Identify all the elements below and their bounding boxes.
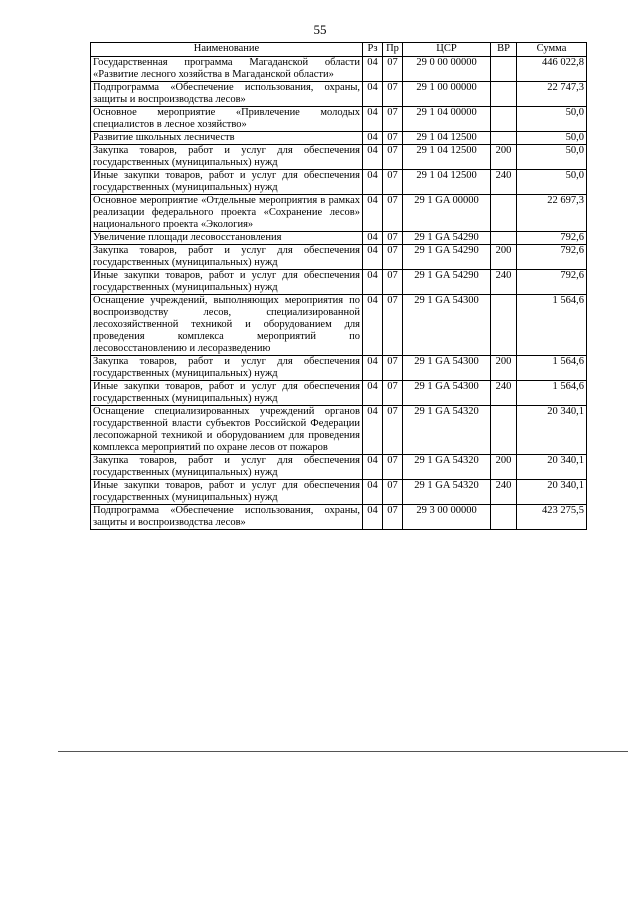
cell-pr: 07 (383, 381, 403, 406)
cell-csr: 29 1 GA 54290 (403, 245, 491, 270)
cell-sum: 792,6 (517, 232, 587, 245)
cell-rz: 04 (363, 82, 383, 107)
cell-vr (491, 132, 517, 145)
cell-pr: 07 (383, 195, 403, 232)
cell-rz: 04 (363, 245, 383, 270)
cell-vr (491, 295, 517, 356)
cell-name: Закупка товаров, работ и услуг для обеспечения государственных (муниципальных) нужд (91, 245, 363, 270)
cell-sum: 1 564,6 (517, 381, 587, 406)
table-row (91, 107, 587, 132)
cell-vr: 200 (491, 245, 517, 270)
cell-vr (491, 232, 517, 245)
header-name: Наименование (91, 43, 363, 57)
cell-name: Закупка товаров, работ и услуг для обеспечения государственных (муниципальных) нужд (91, 145, 363, 170)
cell-sum: 792,6 (517, 270, 587, 295)
cell-csr: 29 3 00 00000 (403, 505, 491, 530)
cell-sum: 22 747,3 (517, 82, 587, 107)
cell-vr: 200 (491, 455, 517, 480)
table-row (91, 232, 587, 245)
cell-pr: 07 (383, 455, 403, 480)
cell-vr (491, 195, 517, 232)
cell-vr: 200 (491, 356, 517, 381)
table-row (91, 195, 587, 232)
cell-rz: 04 (363, 57, 383, 82)
table-row (91, 406, 587, 455)
cell-pr: 07 (383, 145, 403, 170)
cell-pr: 07 (383, 505, 403, 530)
cell-vr (491, 107, 517, 132)
table-row (91, 455, 587, 480)
cell-pr: 07 (383, 57, 403, 82)
cell-name: Развитие школьных лесничеств (91, 132, 363, 145)
table-row (91, 270, 587, 295)
cell-rz: 04 (363, 195, 383, 232)
cell-rz: 04 (363, 232, 383, 245)
cell-pr: 07 (383, 245, 403, 270)
cell-sum: 50,0 (517, 145, 587, 170)
table-row (91, 505, 587, 530)
cell-name: Основное мероприятие «Отдельные мероприятия в рамках реализации федерального проекта «Сохранение лесов» национального проекта «Экология» (91, 195, 363, 232)
cell-csr: 29 1 04 12500 (403, 145, 491, 170)
cell-sum: 446 022,8 (517, 57, 587, 82)
cell-name: Оснащение специализированных учреждений органов государственной власти субъектов Российской Федерации лесопожарной техникой и оборудованием для проведения комплекса мероприятий по охране лесов от пожаров (91, 406, 363, 455)
cell-sum: 50,0 (517, 132, 587, 145)
cell-rz: 04 (363, 406, 383, 455)
cell-vr: 240 (491, 170, 517, 195)
cell-name: Подпрограмма «Обеспечение использования, охраны, защиты и воспроизводства лесов» (91, 82, 363, 107)
cell-pr: 07 (383, 356, 403, 381)
header-rz: Рз (363, 43, 383, 57)
cell-pr: 07 (383, 107, 403, 132)
cell-csr: 29 1 00 00000 (403, 82, 491, 107)
cell-csr: 29 1 GA 54290 (403, 270, 491, 295)
cell-pr: 07 (383, 295, 403, 356)
cell-sum: 20 340,1 (517, 406, 587, 455)
cell-rz: 04 (363, 270, 383, 295)
cell-csr: 29 1 GA 54320 (403, 455, 491, 480)
table-row (91, 170, 587, 195)
cell-sum: 1 564,6 (517, 356, 587, 381)
table-row (91, 145, 587, 170)
cell-sum: 20 340,1 (517, 480, 587, 505)
bottom-divider (58, 751, 628, 752)
cell-name: Государственная программа Магаданской области «Развитие лесного хозяйства в Магаданской области» (91, 57, 363, 82)
cell-vr: 240 (491, 480, 517, 505)
cell-sum: 22 697,3 (517, 195, 587, 232)
cell-csr: 29 1 GA 54290 (403, 232, 491, 245)
cell-csr: 29 0 00 00000 (403, 57, 491, 82)
cell-pr: 07 (383, 232, 403, 245)
header-sum: Сумма (517, 43, 587, 57)
cell-vr (491, 57, 517, 82)
cell-vr: 200 (491, 145, 517, 170)
table-row (91, 82, 587, 107)
cell-csr: 29 1 04 12500 (403, 170, 491, 195)
cell-vr (491, 82, 517, 107)
cell-rz: 04 (363, 480, 383, 505)
cell-pr: 07 (383, 132, 403, 145)
header-csr: ЦСР (403, 43, 491, 57)
cell-csr: 29 1 04 00000 (403, 107, 491, 132)
cell-pr: 07 (383, 480, 403, 505)
cell-name: Иные закупки товаров, работ и услуг для обеспечения государственных (муниципальных) нужд (91, 170, 363, 195)
cell-rz: 04 (363, 505, 383, 530)
table-row (91, 132, 587, 145)
header-pr: Пр (383, 43, 403, 57)
cell-name: Закупка товаров, работ и услуг для обеспечения государственных (муниципальных) нужд (91, 356, 363, 381)
table-row (91, 295, 587, 356)
page-number: 55 (313, 22, 327, 37)
cell-csr: 29 1 GA 54300 (403, 356, 491, 381)
cell-vr (491, 406, 517, 455)
cell-csr: 29 1 04 12500 (403, 132, 491, 145)
cell-sum: 20 340,1 (517, 455, 587, 480)
cell-rz: 04 (363, 170, 383, 195)
header-row (91, 43, 587, 57)
cell-name: Закупка товаров, работ и услуг для обеспечения государственных (муниципальных) нужд (91, 455, 363, 480)
cell-name: Оснащение учреждений, выполняющих мероприятия по воспроизводству лесов, специализированной лесохозяйственной техникой и оборудованием для проведения комплекса мероприятий по лесовосстановлению и лесоразведению (91, 295, 363, 356)
cell-vr (491, 505, 517, 530)
cell-rz: 04 (363, 381, 383, 406)
cell-rz: 04 (363, 107, 383, 132)
cell-name: Основное мероприятие «Привлечение молодых специалистов в лесное хозяйство» (91, 107, 363, 132)
cell-pr: 07 (383, 170, 403, 195)
table-row (91, 356, 587, 381)
cell-name: Иные закупки товаров, работ и услуг для обеспечения государственных (муниципальных) нужд (91, 270, 363, 295)
table-row (91, 245, 587, 270)
cell-rz: 04 (363, 145, 383, 170)
header-vr: ВР (491, 43, 517, 57)
cell-pr: 07 (383, 270, 403, 295)
cell-rz: 04 (363, 295, 383, 356)
budget-table (90, 42, 587, 530)
cell-rz: 04 (363, 356, 383, 381)
cell-csr: 29 1 GA 54320 (403, 480, 491, 505)
cell-csr: 29 1 GA 54320 (403, 406, 491, 455)
table-row (91, 480, 587, 505)
cell-name: Иные закупки товаров, работ и услуг для обеспечения государственных (муниципальных) нужд (91, 480, 363, 505)
cell-name: Подпрограмма «Обеспечение использования, охраны, защиты и воспроизводства лесов» (91, 505, 363, 530)
cell-rz: 04 (363, 455, 383, 480)
table-row (91, 381, 587, 406)
cell-pr: 07 (383, 406, 403, 455)
cell-rz: 04 (363, 132, 383, 145)
cell-vr: 240 (491, 381, 517, 406)
cell-sum: 50,0 (517, 170, 587, 195)
cell-sum: 792,6 (517, 245, 587, 270)
cell-sum: 50,0 (517, 107, 587, 132)
cell-name: Увеличение площади лесовосстановления (91, 232, 363, 245)
cell-pr: 07 (383, 82, 403, 107)
cell-name: Иные закупки товаров, работ и услуг для обеспечения государственных (муниципальных) нужд (91, 381, 363, 406)
cell-sum: 423 275,5 (517, 505, 587, 530)
table-row (91, 57, 587, 82)
cell-csr: 29 1 GA 54300 (403, 381, 491, 406)
cell-csr: 29 1 GA 00000 (403, 195, 491, 232)
cell-csr: 29 1 GA 54300 (403, 295, 491, 356)
cell-sum: 1 564,6 (517, 295, 587, 356)
cell-vr: 240 (491, 270, 517, 295)
